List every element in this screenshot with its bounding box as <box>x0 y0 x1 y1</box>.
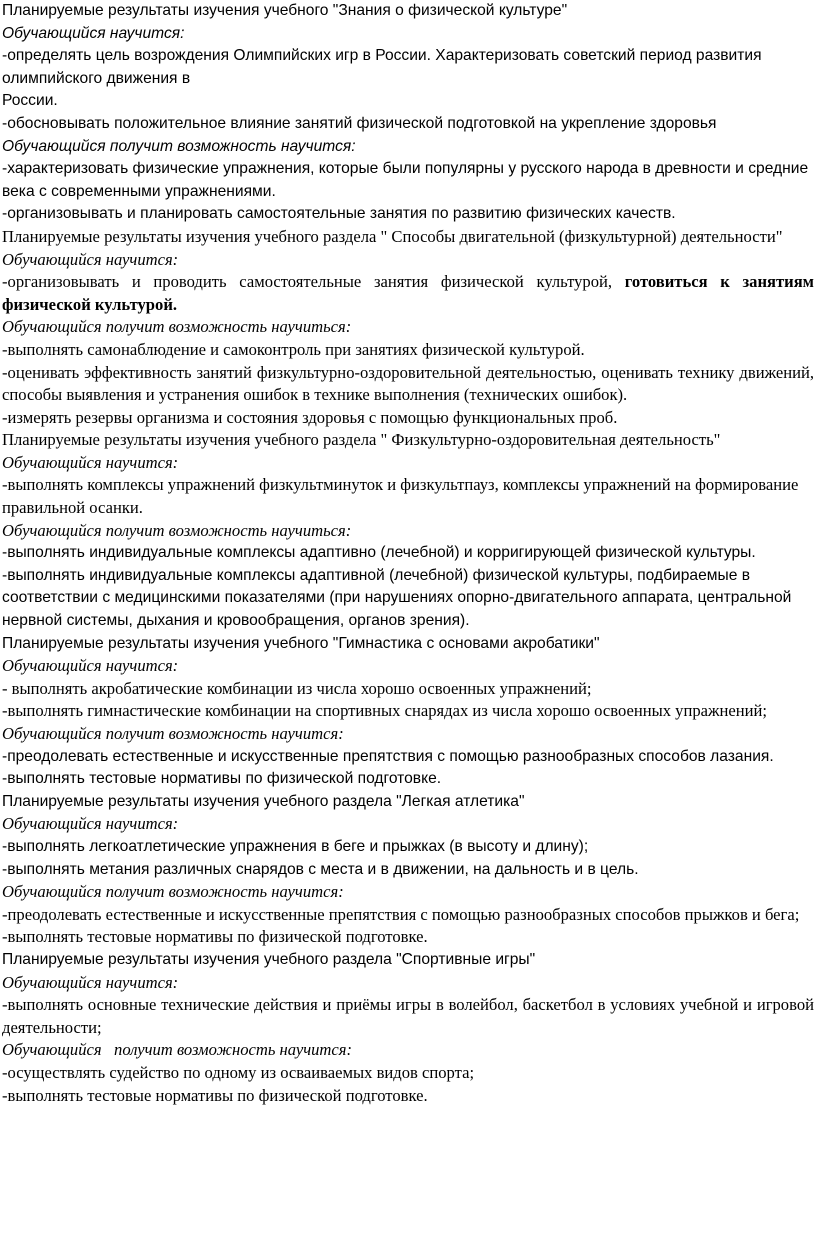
section-heading: Планируемые результаты изучения учебного "Знания о физической культуре" <box>2 2 568 19</box>
paragraph <box>2 271 814 316</box>
opportunity-label: Обучающийся получит возможность научится: <box>2 137 356 155</box>
learn-label: Обучающийся научится: <box>2 972 179 992</box>
paragraph: -выполнять основные технические действия и приёмы игры в волейбол, баскетбол в условиях учебной и игровой деятельности; <box>2 995 814 1037</box>
paragraph: -выполнять тестовые нормативы по физической подготовке. <box>2 927 428 947</box>
opportunity-label: Обучающийся получит возможность научится: <box>2 724 344 743</box>
paragraph: -выполнять тестовые нормативы по физической подготовке. <box>2 770 442 788</box>
opportunity-label: Обучающийся получит возможность научится: <box>2 882 344 902</box>
paragraph: -преодолевать естественные и искусственные препятствия с помощью разнообразных способов лазания. <box>2 747 774 765</box>
learn-label: Обучающийся научится: <box>2 452 179 472</box>
section-heading: Планируемые результаты изучения учебного раздела " Физкультурно-оздоровительная деятельность" <box>2 430 721 450</box>
learn-label: Обучающийся научится: <box>2 24 185 42</box>
section-heading: Планируемые результаты изучения учебного "Гимнастика с основами акробатики" <box>2 634 600 652</box>
paragraph: -выполнять самонаблюдение и самоконтроль при занятиях физической культурой. <box>2 339 585 359</box>
opportunity-label: Обучающийся получит возможность научиться: <box>2 317 352 337</box>
paragraph: -выполнять метания различных снарядов с места и в движении, на дальность и в цель. <box>2 860 639 878</box>
learn-label: Обучающийся научится: <box>2 656 179 676</box>
paragraph: -характеризовать физические упражнения, которые были популярны у русского народа в древности и средние века с современными упражнениями. <box>2 160 809 200</box>
opportunity-label: Обучающийся получит возможность научиться: <box>2 520 352 540</box>
paragraph: -выполнять гимнастические комбинации на спортивных снарядах из числа хорошо освоенных упражнений; <box>2 701 767 721</box>
paragraph: -оценивать эффективность занятий физкультурно-оздоровительной деятельностью, оценивать технику движений, способы выявления и устранения ошибок в технике выполнения (технических ошибок). <box>2 362 814 405</box>
paragraph: -выполнять тестовые нормативы по физической подготовке. <box>2 1085 428 1105</box>
learn-text: -организовывать и проводить самостоятельные занятия физической культурой, <box>2 272 625 292</box>
paragraph: -определять цель возрождения Олимпийских игр в России. Характеризовать советский период развития олимпийского движения в <box>2 47 762 87</box>
paragraph: -преодолевать естественные и искусственные препятствия с помощью разнообразных способов прыжков и бега; <box>2 904 800 924</box>
learn-text-bold: готовиться к занятиям физической культурой. <box>2 272 814 314</box>
paragraph: -осуществлять судейство по одному из осваиваемых видов спорта; <box>2 1062 475 1082</box>
paragraph: -выполнять индивидуальные комплексы адаптивно (лечебной) и корригирующей физической культуры. <box>2 544 756 562</box>
paragraph: -организовывать и планировать самостоятельные занятия по развитию физических качеств. <box>2 205 676 223</box>
paragraph: - выполнять акробатические комбинации из числа хорошо освоенных упражнений; <box>2 678 592 698</box>
section-heading: Планируемые результаты изучения учебного раздела "Легкая атлетика" <box>2 792 525 810</box>
learn-label: Обучающийся научится: <box>2 814 179 834</box>
learn-label: Обучающийся научится: <box>2 249 179 269</box>
paragraph: России. <box>2 92 58 110</box>
section-heading: Планируемые результаты изучения учебного раздела " Способы двигательной (физкультурной) деятельности" <box>2 226 783 246</box>
section-heading: Планируемые результаты изучения учебного раздела "Спортивные игры" <box>2 950 536 968</box>
paragraph: -измерять резервы организма и состояния здоровья с помощью функциональных проб. <box>2 407 618 427</box>
paragraph: -выполнять индивидуальные комплексы адаптивной (лечебной) физической культуры, подбираемые в соответствии с медицинскими показателями (при нарушениях опорно-двигательного аппарата, центральной нервной системы, дыхания и кровообращения, органов зрения). <box>2 566 792 630</box>
paragraph: -выполнять легкоатлетические упражнения в беге и прыжках (в высоту и длину); <box>2 837 589 855</box>
paragraph: -выполнять комплексы упражнений физкультминуток и физкультпауз, комплексы упражнений на формирование правильной осанки. <box>2 475 799 518</box>
paragraph: -обосновывать положительное влияние занятий физической подготовкой на укрепление здоровья <box>2 114 717 132</box>
opportunity-label: Обучающийся получит возможность научится: <box>2 1040 353 1060</box>
